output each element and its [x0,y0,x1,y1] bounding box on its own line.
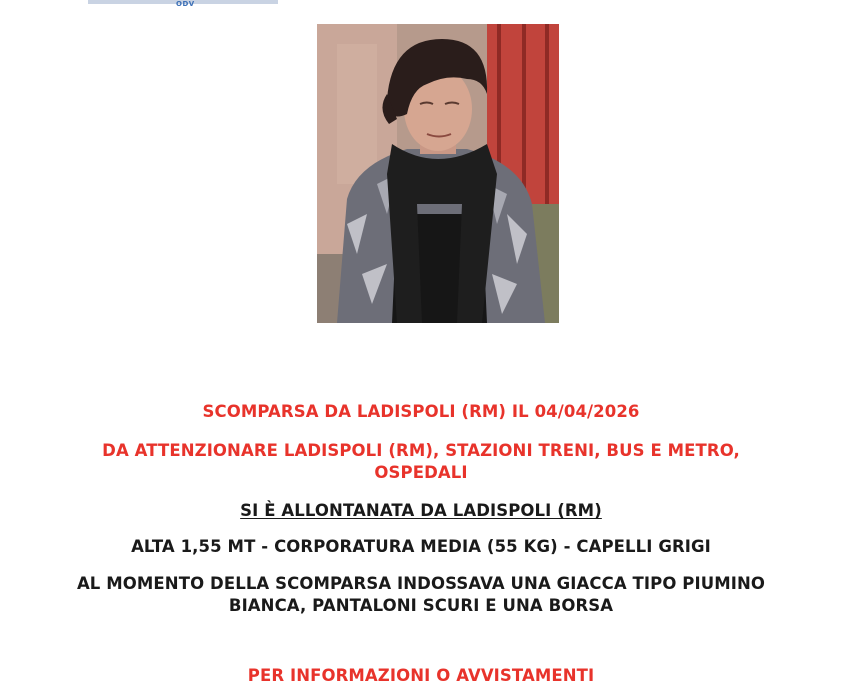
clothing-description-1: AL MOMENTO DELLA SCOMPARSA INDOSSAVA UNA GIACCA TIPO PIUMINO [76,574,766,593]
physical-description: ALTA 1,55 MT - CORPORATURA MEDIA (55 KG) - CAPELLI GRIGI [131,537,711,556]
clothing-description-2: BIANCA, PANTALONI SCURI E UNA BORSA [228,596,614,615]
info-contact-heading: PER INFORMAZIONI O AVVISTAMENTI [247,666,595,685]
missing-person-photo [317,24,559,323]
departed-line-wrap [0,500,842,522]
missing-from-line: SCOMPARSA DA LADISPOLI (RM) IL 04/04/2026 [202,402,640,421]
logo-odv-text: ODV [176,0,195,8]
departed-line: SI È ALLONTANATA DA LADISPOLI (RM) [240,501,602,520]
organization-logo [88,0,278,10]
attention-line-2: OSPEDALI [374,463,468,482]
attention-line-1: DA ATTENZIONARE LADISPOLI (RM), STAZIONI TRENI, BUS E METRO, [102,441,740,460]
